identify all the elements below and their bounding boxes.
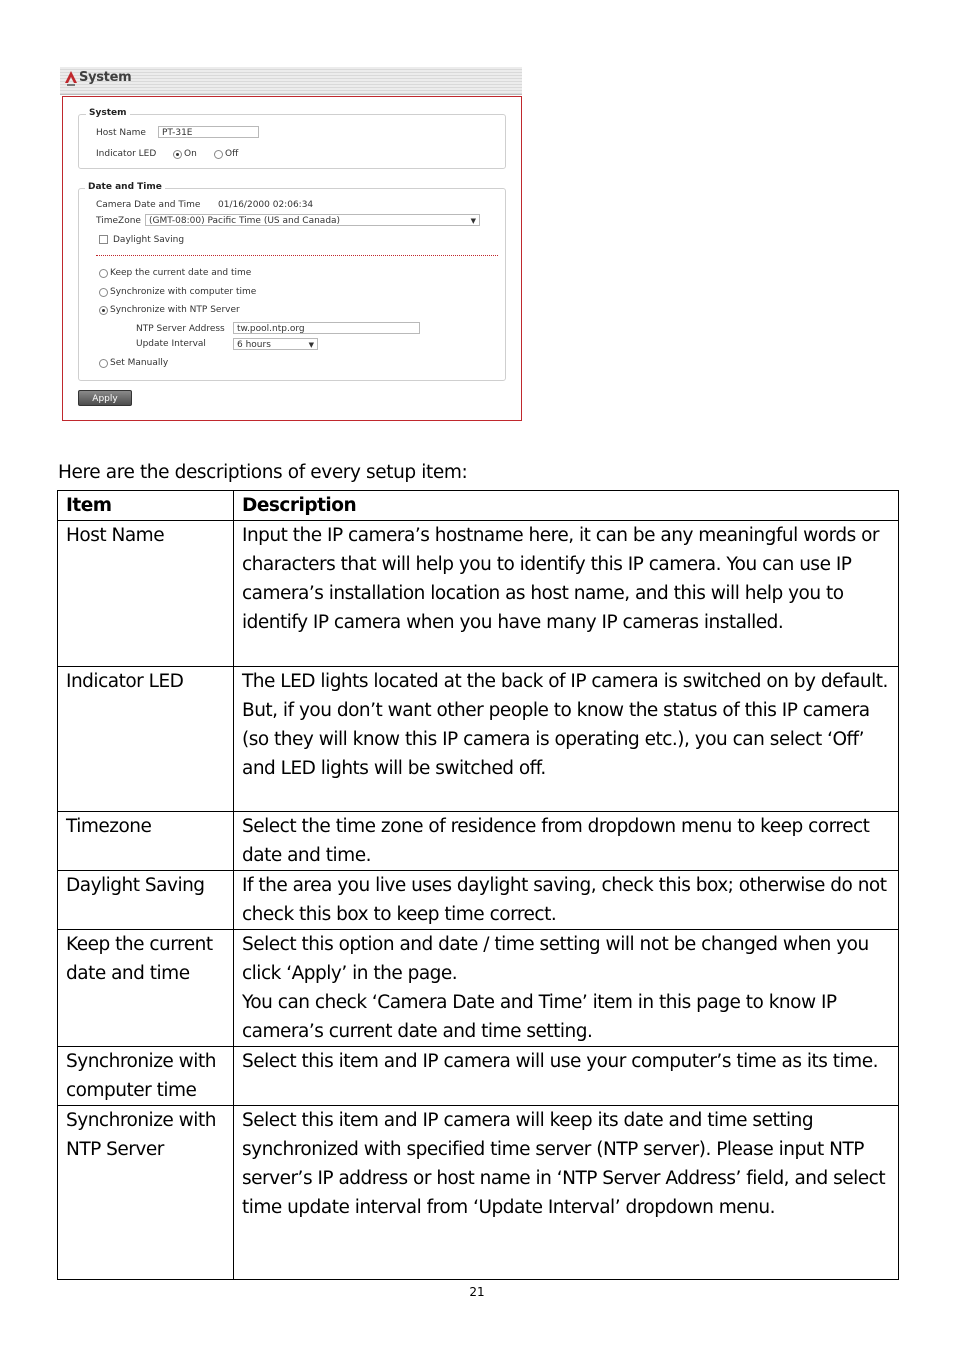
- sync-ntp-radio[interactable]: [99, 306, 108, 315]
- row-description: [234, 930, 899, 1047]
- datetime-legend: Date and Time: [85, 182, 165, 192]
- set-manually-radio[interactable]: [99, 359, 108, 368]
- header-item: Item: [58, 491, 234, 521]
- daylight-saving-checkbox[interactable]: [99, 235, 108, 244]
- page-number: 21: [469, 1285, 485, 1299]
- update-interval-label: Update Interval: [136, 339, 206, 349]
- chevron-down-icon: ▼: [308, 341, 314, 349]
- chevron-down-icon: ▼: [470, 217, 476, 225]
- table-row: [58, 812, 899, 871]
- desc-paragraph: Input the IP camera’s hostname here, it can be any meaningful words or characters that will help you to identify this IP camera. You can use IP camera’s installation location as host name, and this will help you to identify IP camera when you have many IP cameras installed.: [242, 525, 880, 633]
- row-description: [234, 1047, 899, 1106]
- brand-logo-icon: [64, 70, 78, 86]
- update-interval-select[interactable]: [233, 338, 318, 350]
- system-legend: System: [86, 108, 130, 118]
- table-row: [58, 521, 899, 667]
- timezone-label: TimeZone: [96, 216, 141, 226]
- desc-paragraph: You can check ‘Camera Date and Time’ item in this page to know IP camera’s current date and time setting.: [242, 992, 837, 1042]
- sync-computer-radio[interactable]: [99, 288, 108, 297]
- table-row: [58, 1106, 899, 1280]
- apply-button[interactable]: Apply: [78, 390, 132, 406]
- led-off-label: Off: [225, 149, 239, 159]
- row-item: Synchronize with NTP Server: [58, 1106, 234, 1280]
- timezone-value: (GMT-08:00) Pacific Time (US and Canada): [149, 216, 341, 226]
- desc-paragraph: Select this option and date / time setting will not be changed when you click ‘Apply’ in the page.: [242, 934, 869, 984]
- row-description: [234, 1106, 899, 1280]
- row-description: [234, 812, 899, 871]
- row-description: [234, 667, 899, 812]
- timezone-select[interactable]: [145, 214, 480, 226]
- desc-paragraph: Select this item and IP camera will keep its date and time setting synchronized with specified time server (NTP server). Please input NTP server’s IP address or host name in ‘NTP Server Address’ field, and select time update interval from ‘Update Interval’ dropdown menu.: [242, 1110, 886, 1218]
- led-on-label: On: [184, 149, 197, 159]
- row-item: Keep the current date and time: [58, 930, 234, 1047]
- update-interval-value: 6 hours: [237, 340, 271, 350]
- intro-text: Here are the descriptions of every setup item:: [58, 462, 468, 483]
- settings-frame: [62, 96, 522, 421]
- table-row: [58, 871, 899, 930]
- panel-header: [60, 67, 522, 95]
- table-row: [58, 667, 899, 812]
- table-row: [58, 930, 899, 1047]
- row-description: [234, 521, 899, 667]
- daylight-saving-label: Daylight Saving: [113, 235, 185, 245]
- desc-paragraph: The LED lights located at the back of IP camera is switched on by default. But, if you don’t want other people to know the status of this IP camera (so they will know this IP camera is operating etc.), you can select ‘Off’ and LED lights will be switched off.: [242, 671, 888, 779]
- panel-title: System: [79, 70, 132, 85]
- row-item: Indicator LED: [58, 667, 234, 812]
- table-header-row: [58, 491, 899, 521]
- desc-paragraph: Select this item and IP camera will use your computer’s time as its time.: [242, 1051, 878, 1072]
- led-on-radio[interactable]: [173, 150, 182, 159]
- setup-items-table: [57, 490, 899, 1280]
- dotted-divider: [96, 255, 498, 256]
- header-description: Description: [234, 491, 899, 521]
- system-fieldset: [78, 114, 506, 169]
- camera-datetime-label: Camera Date and Time: [96, 200, 201, 210]
- ntp-server-label: NTP Server Address: [136, 324, 225, 334]
- row-item: Synchronize with computer time: [58, 1047, 234, 1106]
- row-item: Host Name: [58, 521, 234, 667]
- camera-datetime-value: 01/16/2000 02:06:34: [218, 200, 314, 210]
- indicator-led-label: Indicator LED: [96, 149, 157, 159]
- desc-paragraph: Select the time zone of residence from dropdown menu to keep correct date and time.: [242, 816, 870, 866]
- host-name-label: Host Name: [96, 128, 146, 138]
- system-settings-screenshot: [60, 67, 522, 422]
- desc-paragraph: If the area you live uses daylight saving, check this box; otherwise do not check this box to keep time correct.: [242, 875, 887, 925]
- set-manually-label: Set Manually: [110, 358, 169, 368]
- ntp-server-input[interactable]: tw.pool.ntp.org: [233, 322, 420, 334]
- table-row: [58, 1047, 899, 1106]
- keep-current-label: Keep the current date and time: [110, 268, 252, 278]
- sync-computer-label: Synchronize with computer time: [110, 287, 257, 297]
- row-description: [234, 871, 899, 930]
- led-off-radio[interactable]: [214, 150, 223, 159]
- sync-ntp-label: Synchronize with NTP Server: [110, 305, 240, 315]
- keep-current-radio[interactable]: [99, 269, 108, 278]
- row-item: Timezone: [58, 812, 234, 871]
- host-name-input[interactable]: PT-31E: [158, 126, 259, 138]
- row-item: Daylight Saving: [58, 871, 234, 930]
